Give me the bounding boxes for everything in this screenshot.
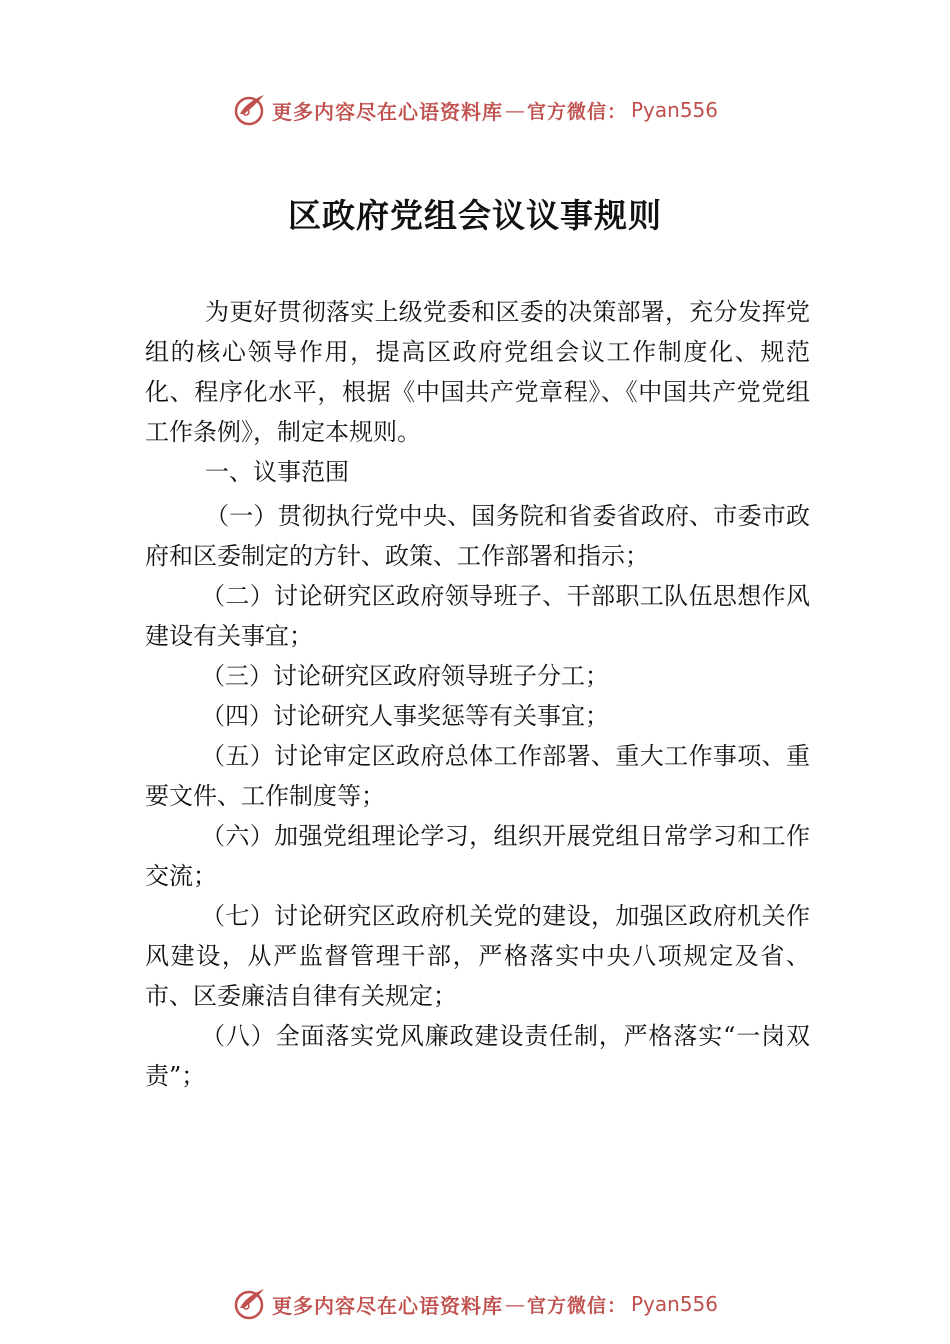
- banner-wechat-id: Pyan556: [631, 1292, 719, 1316]
- quill-pen-logo-icon: [232, 92, 268, 128]
- list-item: （五）讨论审定区政府总体工作部署、重大工作事项、重要文件、工作制度等；: [145, 742, 810, 810]
- list-item: （三）讨论研究区政府领导班子分工；: [201, 662, 609, 690]
- banner-dash: —: [504, 98, 525, 122]
- banner-text: 更多内容尽在心语资料库: [271, 99, 503, 124]
- intro-paragraph: 为更好贯彻落实上级党委和区委的决策部署，充分发挥党组的核心领导作用，提高区政府党组会议工作制度化、规范化、程序化水平，根据《中国共产党章程》、《中国共产党党组工作条例》，制定本规则。: [145, 298, 810, 446]
- document-title: 区政府党组会议议事规则: [288, 196, 662, 235]
- banner-wechat-label: 官方微信：: [526, 100, 627, 123]
- banner-text: 更多内容尽在心语资料库: [271, 1293, 503, 1318]
- section-heading: 一、议事范围: [205, 458, 349, 486]
- document-body: [145, 292, 810, 1096]
- banner-dash: —: [504, 1292, 525, 1316]
- list-item: （七）讨论研究区政府机关党的建设，加强区政府机关作风建设，从严监督管理干部，严格落实中央八项规定及省、市、区委廉洁自律有关规定；: [145, 902, 810, 1010]
- header-banner: [0, 92, 950, 128]
- list-item: （四）讨论研究人事奖惩等有关事宜；: [201, 702, 609, 730]
- list-item: （二）讨论研究区政府领导班子、干部职工队伍思想作风建设有关事宜；: [145, 582, 810, 650]
- quill-pen-logo-icon: [232, 1286, 268, 1322]
- banner-wechat-id: Pyan556: [631, 98, 719, 122]
- list-item: （八）全面落实党风廉政建设责任制，严格落实“一岗双责”；: [145, 1022, 810, 1090]
- list-item: （一）贯彻执行党中央、国务院和省委省政府、市委市政府和区委制定的方针、政策、工作部署和指示；: [145, 502, 810, 570]
- list-item: （六）加强党组理论学习，组织开展党组日常学习和工作交流；: [145, 822, 810, 890]
- footer-banner: [0, 1286, 950, 1322]
- banner-wechat-label: 官方微信：: [526, 1294, 627, 1317]
